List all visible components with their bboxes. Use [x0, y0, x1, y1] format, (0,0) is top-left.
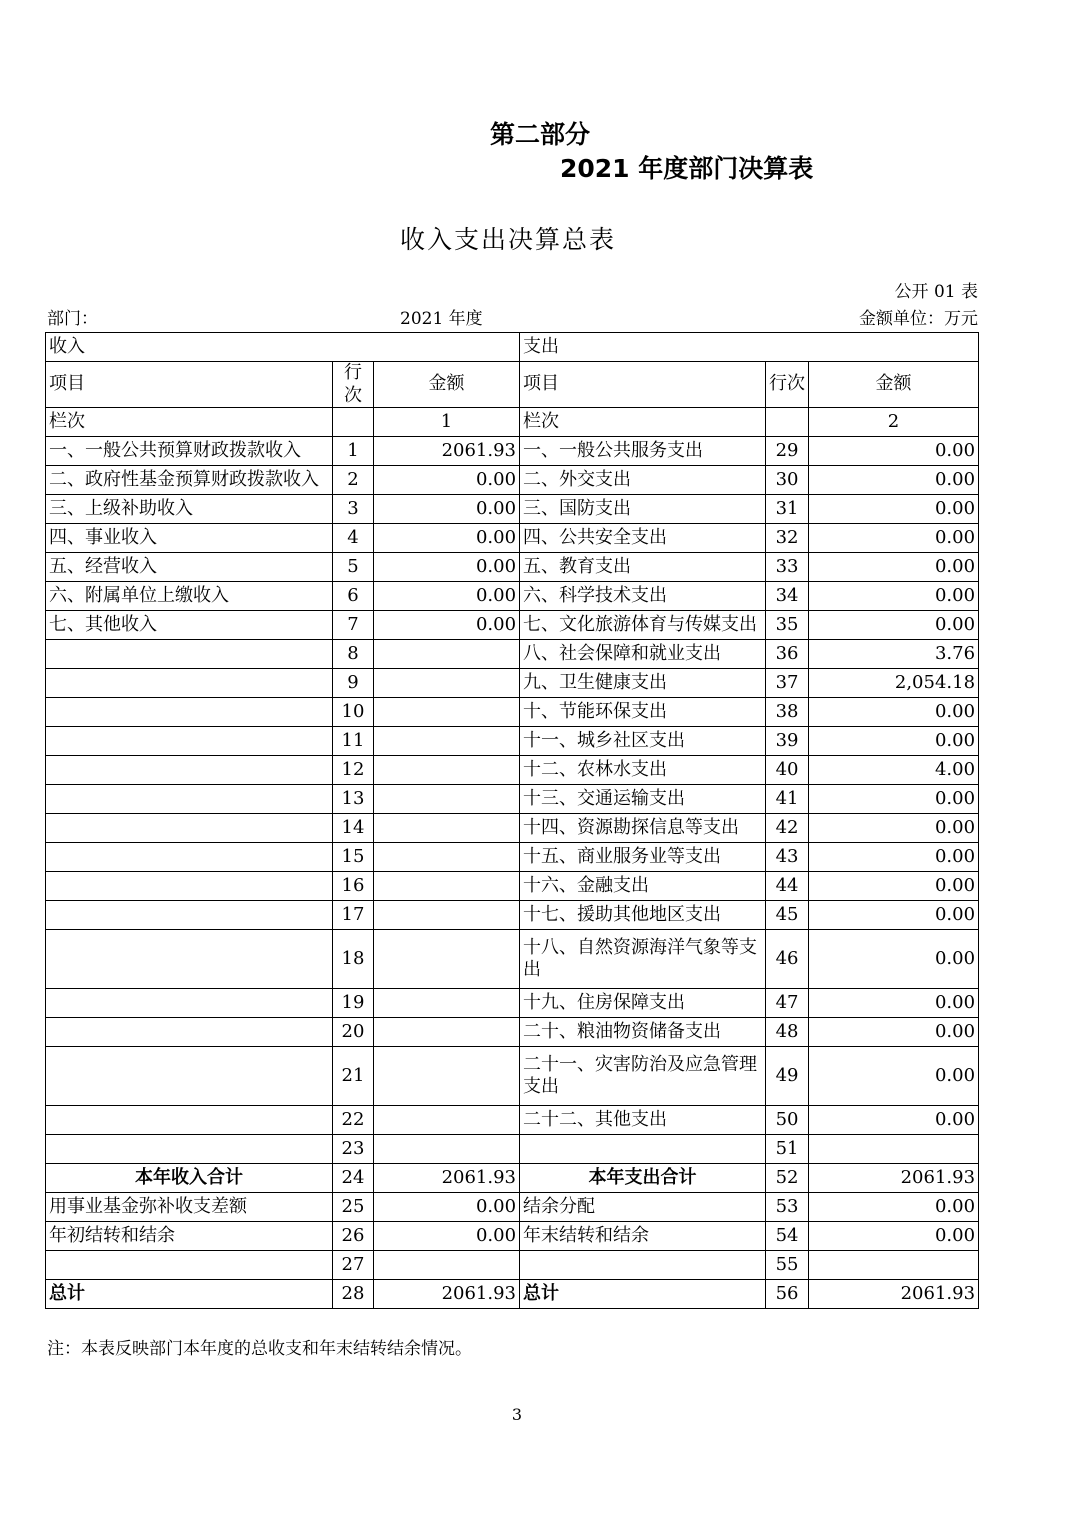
table-note: 注：本表反映部门本年度的总收支和年末结转结余情况。 [47, 1339, 472, 1359]
income-line-number-cell: 21 [333, 1047, 374, 1106]
table-row [46, 1106, 979, 1135]
income-item-cell [46, 1018, 333, 1047]
expense-amount-cell: 0.00 [809, 727, 979, 756]
table-row [46, 495, 979, 524]
expense-line-number-cell: 35 [766, 611, 809, 640]
table-code-label: 公开 01 表 [894, 282, 978, 302]
income-amount-cell [374, 1018, 520, 1047]
expense-item-cell: 十六、金融支出 [520, 872, 766, 901]
expense-item-cell: 一、一般公共服务支出 [520, 437, 766, 466]
income-line-blank-cell [333, 408, 374, 437]
income-line-number-cell: 19 [333, 989, 374, 1018]
expense-amount-cell [809, 1135, 979, 1164]
expense-line-number-cell: 54 [766, 1222, 809, 1251]
income-amount-cell: 0.00 [374, 553, 520, 582]
expense-line-number-cell: 46 [766, 930, 809, 989]
income-item-cell: 三、上级补助收入 [46, 495, 333, 524]
table-row [46, 524, 979, 553]
table-row [46, 466, 979, 495]
income-item-cell [46, 1047, 333, 1106]
income-item-cell [46, 989, 333, 1018]
income-line-number-cell: 17 [333, 901, 374, 930]
expense-item-cell: 十七、援助其他地区支出 [520, 901, 766, 930]
income-line-number-cell: 8 [333, 640, 374, 669]
expense-line-number-cell: 53 [766, 1193, 809, 1222]
amount-unit-label: 金额单位：万元 [859, 309, 978, 329]
income-line-number-cell: 7 [333, 611, 374, 640]
expense-line-number-cell: 36 [766, 640, 809, 669]
table-row [46, 872, 979, 901]
table-row [46, 814, 979, 843]
expense-amount-cell: 0.00 [809, 989, 979, 1018]
table-row [46, 553, 979, 582]
income-amount-cell [374, 814, 520, 843]
expense-amount-cell: 4.00 [809, 756, 979, 785]
income-line-number-cell: 16 [333, 872, 374, 901]
expense-section-header: 支出 [520, 333, 979, 362]
expense-line-number-cell: 30 [766, 466, 809, 495]
expense-amount-cell: 0.00 [809, 930, 979, 989]
expense-amount-cell: 0.00 [809, 1193, 979, 1222]
income-item-cell [46, 1106, 333, 1135]
income-line-number-cell: 12 [333, 756, 374, 785]
income-amount-cell [374, 989, 520, 1018]
income-item-cell: 五、经营收入 [46, 553, 333, 582]
income-amount-cell [374, 930, 520, 989]
expense-item-cell: 十四、资源勘探信息等支出 [520, 814, 766, 843]
table-row [46, 930, 979, 989]
expense-line-number-cell: 52 [766, 1164, 809, 1193]
income-line-number-cell: 24 [333, 1164, 374, 1193]
table-row [46, 582, 979, 611]
income-item-cell: 四、事业收入 [46, 524, 333, 553]
expense-column-number-label: 栏次 [520, 408, 766, 437]
income-amount-cell [374, 698, 520, 727]
expense-item-cell: 二十、粮油物资储备支出 [520, 1018, 766, 1047]
expense-line-number-cell: 43 [766, 843, 809, 872]
expense-item-cell: 八、社会保障和就业支出 [520, 640, 766, 669]
expense-item-cell [520, 1135, 766, 1164]
expense-line-number-cell: 49 [766, 1047, 809, 1106]
income-amount-cell [374, 669, 520, 698]
part-title-line2: 2021 年度部门决算表 [560, 154, 814, 183]
expense-item-cell: 十二、农林水支出 [520, 756, 766, 785]
expense-amount-cell: 0.00 [809, 1018, 979, 1047]
expense-line-number-cell: 48 [766, 1018, 809, 1047]
expense-item-cell: 十、节能环保支出 [520, 698, 766, 727]
expense-item-column-header: 项目 [520, 362, 766, 408]
expense-amount-cell: 0.00 [809, 495, 979, 524]
expense-line-number-cell: 42 [766, 814, 809, 843]
expense-item-cell: 十九、住房保障支出 [520, 989, 766, 1018]
income-amount-cell: 0.00 [374, 524, 520, 553]
expense-line-number-cell: 41 [766, 785, 809, 814]
expense-line-number-cell: 50 [766, 1106, 809, 1135]
table-row [46, 1251, 979, 1280]
expense-amount-cell: 0.00 [809, 553, 979, 582]
table-row [46, 437, 979, 466]
income-item-cell [46, 640, 333, 669]
expense-item-cell: 本年支出合计 [520, 1164, 766, 1193]
table-row [46, 611, 979, 640]
income-amount-cell [374, 843, 520, 872]
income-section-header: 收入 [46, 333, 520, 362]
income-amount-cell: 0.00 [374, 1222, 520, 1251]
expense-amount-cell: 0.00 [809, 814, 979, 843]
page-number: 3 [511, 1405, 523, 1424]
expense-item-cell: 五、教育支出 [520, 553, 766, 582]
part-title-line1: 第二部分 [490, 120, 591, 149]
income-line-number-cell: 22 [333, 1106, 374, 1135]
income-amount-cell: 0.00 [374, 466, 520, 495]
expense-line-number-cell: 55 [766, 1251, 809, 1280]
table-row [46, 1222, 979, 1251]
expense-item-cell: 二十二、其他支出 [520, 1106, 766, 1135]
table-row [46, 901, 979, 930]
expense-amount-cell: 0.00 [809, 524, 979, 553]
fiscal-year-label: 2021 年度 [400, 309, 483, 329]
table-row [46, 727, 979, 756]
income-item-cell [46, 785, 333, 814]
expense-item-cell: 九、卫生健康支出 [520, 669, 766, 698]
expense-line-number-cell: 40 [766, 756, 809, 785]
table-row [46, 1193, 979, 1222]
income-amount-cell [374, 1251, 520, 1280]
table-row [46, 756, 979, 785]
income-item-cell [46, 1251, 333, 1280]
expense-line-number-cell: 38 [766, 698, 809, 727]
expense-line-number-cell: 29 [766, 437, 809, 466]
income-amount-cell: 2061.93 [374, 1280, 520, 1309]
expense-amount-cell: 0.00 [809, 1222, 979, 1251]
income-item-cell [46, 930, 333, 989]
income-item-cell [46, 872, 333, 901]
expense-line-number-cell: 56 [766, 1280, 809, 1309]
income-line-number-cell: 25 [333, 1193, 374, 1222]
income-amount-cell [374, 785, 520, 814]
expense-line-blank-cell [766, 408, 809, 437]
income-line-number-cell: 5 [333, 553, 374, 582]
expense-item-cell: 总计 [520, 1280, 766, 1309]
expense-amount-cell: 0.00 [809, 843, 979, 872]
expense-amount-cell: 2061.93 [809, 1280, 979, 1309]
expense-line-number-cell: 47 [766, 989, 809, 1018]
income-amount-cell [374, 872, 520, 901]
table-meta-row [45, 304, 978, 328]
column-number-row [46, 408, 979, 437]
income-amount-cell: 2061.93 [374, 1164, 520, 1193]
income-column-number-label: 栏次 [46, 408, 333, 437]
income-line-number-cell: 9 [333, 669, 374, 698]
income-line-column-header: 行次 [333, 362, 374, 408]
income-amount-cell [374, 1047, 520, 1106]
expense-item-cell: 十八、自然资源海洋气象等支出 [520, 930, 766, 989]
expense-amount-cell: 0.00 [809, 611, 979, 640]
income-line-number-cell: 6 [333, 582, 374, 611]
table-row [46, 669, 979, 698]
expense-line-number-cell: 39 [766, 727, 809, 756]
income-item-cell [46, 669, 333, 698]
expense-amount-cell: 0.00 [809, 582, 979, 611]
income-amount-cell [374, 727, 520, 756]
income-item-cell: 本年收入合计 [46, 1164, 333, 1193]
income-line-number-cell: 18 [333, 930, 374, 989]
expense-amount-cell: 0.00 [809, 872, 979, 901]
income-line-number-cell: 28 [333, 1280, 374, 1309]
table-row [46, 1018, 979, 1047]
income-item-cell: 二、政府性基金预算财政拨款收入 [46, 466, 333, 495]
expense-item-cell: 年末结转和结余 [520, 1222, 766, 1251]
expense-amount-cell: 0.00 [809, 1047, 979, 1106]
income-item-cell: 总计 [46, 1280, 333, 1309]
expense-line-number-cell: 45 [766, 901, 809, 930]
income-item-cell: 六、附属单位上缴收入 [46, 582, 333, 611]
expense-item-cell: 十三、交通运输支出 [520, 785, 766, 814]
income-amount-cell: 2061.93 [374, 437, 520, 466]
expense-item-cell: 二、外交支出 [520, 466, 766, 495]
income-line-number-cell: 23 [333, 1135, 374, 1164]
expense-line-number-cell: 44 [766, 872, 809, 901]
expense-item-cell: 二十一、灾害防治及应急管理支出 [520, 1047, 766, 1106]
income-amount-cell: 0.00 [374, 1193, 520, 1222]
expense-amount-cell: 0.00 [809, 466, 979, 495]
income-line-number-cell: 1 [333, 437, 374, 466]
income-item-cell [46, 698, 333, 727]
income-line-number-cell: 14 [333, 814, 374, 843]
expense-item-cell: 十一、城乡社区支出 [520, 727, 766, 756]
table-row [46, 698, 979, 727]
expense-amount-cell: 0.00 [809, 1106, 979, 1135]
table-body [46, 437, 979, 1309]
income-amount-cell: 0.00 [374, 495, 520, 524]
table-row [46, 1047, 979, 1106]
income-item-cell: 七、其他收入 [46, 611, 333, 640]
expense-amount-cell: 0.00 [809, 901, 979, 930]
income-amount-cell [374, 640, 520, 669]
income-amount-cell: 0.00 [374, 611, 520, 640]
income-item-cell [46, 727, 333, 756]
expense-line-number-cell: 33 [766, 553, 809, 582]
income-line-number-cell: 27 [333, 1251, 374, 1280]
expense-amount-cell: 2,054.18 [809, 669, 979, 698]
table-row [46, 640, 979, 669]
expense-item-cell: 十五、商业服务业等支出 [520, 843, 766, 872]
income-line-number-cell: 13 [333, 785, 374, 814]
income-item-column-header: 项目 [46, 362, 333, 408]
income-amount-cell [374, 901, 520, 930]
income-line-number-cell: 10 [333, 698, 374, 727]
expense-amount-cell: 0.00 [809, 698, 979, 727]
expense-item-cell: 七、文化旅游体育与传媒支出 [520, 611, 766, 640]
expense-line-number-cell: 51 [766, 1135, 809, 1164]
income-line-number-cell: 26 [333, 1222, 374, 1251]
income-line-number-cell: 15 [333, 843, 374, 872]
department-label: 部门： [47, 309, 98, 329]
expense-line-number-cell: 34 [766, 582, 809, 611]
expense-amount-cell: 0.00 [809, 785, 979, 814]
expense-line-number-cell: 37 [766, 669, 809, 698]
expense-line-number-cell: 32 [766, 524, 809, 553]
expense-item-cell: 六、科学技术支出 [520, 582, 766, 611]
table-row [46, 843, 979, 872]
income-line-number-cell: 3 [333, 495, 374, 524]
income-line-number-cell: 2 [333, 466, 374, 495]
table-row [46, 989, 979, 1018]
expense-amount-column-header: 金额 [809, 362, 979, 408]
expense-amount-cell: 3.76 [809, 640, 979, 669]
income-column-number: 1 [374, 408, 520, 437]
income-line-number-cell: 4 [333, 524, 374, 553]
income-item-cell [46, 901, 333, 930]
expense-amount-cell [809, 1251, 979, 1280]
table-title: 收入支出决算总表 [400, 225, 617, 254]
expense-line-number-cell: 31 [766, 495, 809, 524]
table-row [46, 1164, 979, 1193]
income-item-cell: 用事业基金弥补收支差额 [46, 1193, 333, 1222]
expense-line-column-header: 行次 [766, 362, 809, 408]
income-amount-cell [374, 1106, 520, 1135]
income-amount-column-header: 金额 [374, 362, 520, 408]
table-row [46, 1135, 979, 1164]
income-item-cell [46, 756, 333, 785]
expense-amount-cell: 2061.93 [809, 1164, 979, 1193]
income-item-cell [46, 843, 333, 872]
section-header-row [46, 333, 979, 362]
table-row [46, 1280, 979, 1309]
income-item-cell: 年初结转和结余 [46, 1222, 333, 1251]
expense-item-cell: 三、国防支出 [520, 495, 766, 524]
expense-item-cell: 结余分配 [520, 1193, 766, 1222]
income-amount-cell [374, 1135, 520, 1164]
income-item-cell [46, 1135, 333, 1164]
expense-item-cell [520, 1251, 766, 1280]
income-line-number-cell: 20 [333, 1018, 374, 1047]
income-expense-summary-table [45, 332, 979, 1309]
table-row [46, 785, 979, 814]
income-item-cell [46, 814, 333, 843]
income-amount-cell: 0.00 [374, 582, 520, 611]
income-item-cell: 一、一般公共预算财政拨款收入 [46, 437, 333, 466]
expense-item-cell: 四、公共安全支出 [520, 524, 766, 553]
column-header-row [46, 362, 979, 408]
income-line-number-cell: 11 [333, 727, 374, 756]
expense-column-number: 2 [809, 408, 979, 437]
expense-amount-cell: 0.00 [809, 437, 979, 466]
income-amount-cell [374, 756, 520, 785]
